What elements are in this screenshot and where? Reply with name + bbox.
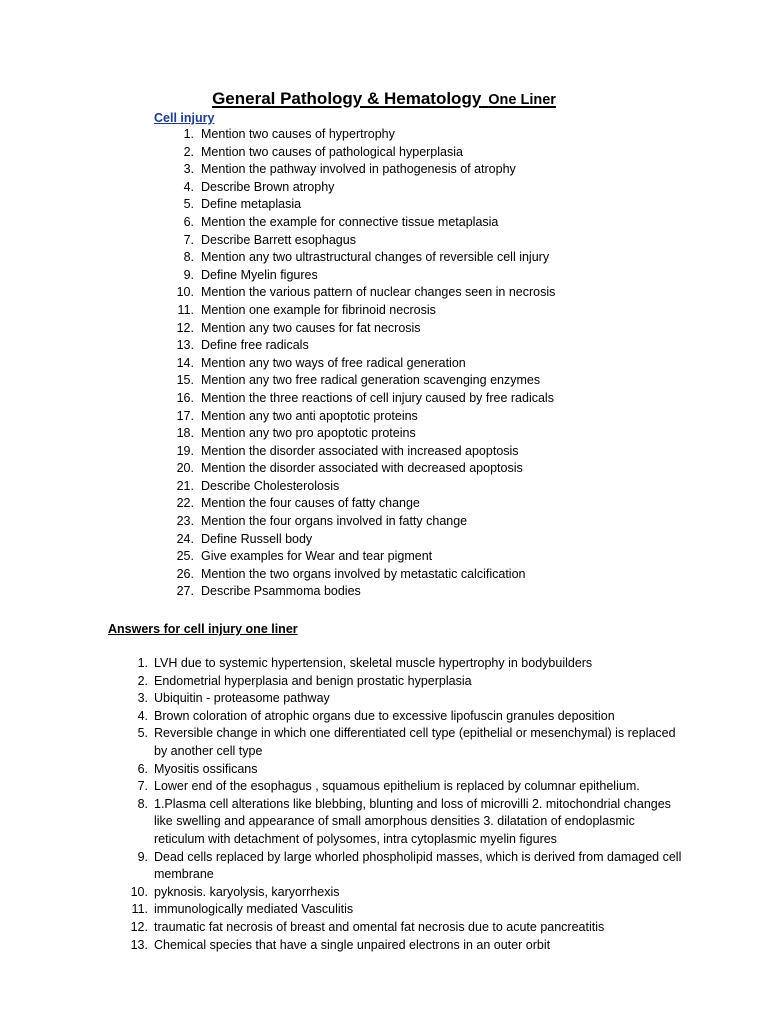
question-item-text: Mention the disorder associated with increased apoptosis — [201, 443, 519, 458]
question-item-text: Mention the disorder associated with decreased apoptosis — [201, 461, 523, 476]
question-item-text: Mention the four organs involved in fatty change — [201, 514, 468, 529]
answer-item-text: Chemical species that have a single unpaired electrons in an outer orbit — [154, 937, 551, 952]
question-item-text: Describe Psammoma bodies — [201, 584, 361, 599]
question-item-text: Mention any two ultrastructural changes of reversible cell injury — [201, 250, 550, 265]
question-item-text: Mention any two pro apoptotic proteins — [201, 426, 416, 441]
answer-item — [0, 901, 768, 919]
question-item-text: Mention the two organs involved by metastatic calcification — [201, 566, 526, 581]
question-item-number: 17. — [176, 408, 194, 423]
question-item-text: Mention any two ways of free radical generation — [201, 355, 466, 370]
answer-item-text: 1.Plasma cell alterations like blebbing, blunting and loss of microvilli 2. mitochondrial changes like swelling and appearance of small amorphous densities 3. dilatation of endoplasmic reticulum with detachment of polysomes, intra cytoplasmic myelin figures — [154, 796, 671, 846]
answer-item — [0, 655, 768, 673]
question-item-number: 7. — [183, 232, 194, 247]
answer-item-text: Lower end of the esophagus , squamous epithelium is replaced by columnar epithelium. — [154, 779, 640, 794]
answer-item — [0, 884, 768, 902]
question-item-number: 24. — [176, 531, 194, 546]
answer-item — [0, 725, 768, 760]
question-item-text: Describe Brown atrophy — [201, 179, 335, 194]
question-item-text: Define metaplasia — [201, 197, 302, 212]
title-main: General Pathology & Hematology — [212, 89, 482, 108]
question-item-number: 5. — [183, 197, 194, 212]
question-item-text: Mention the various pattern of nuclear changes seen in necrosis — [201, 285, 556, 300]
question-item-text: Define Myelin figures — [201, 267, 318, 282]
answer-item — [0, 796, 768, 849]
question-item-number: 14. — [176, 355, 194, 370]
question-item-text: Describe Cholesterolosis — [201, 478, 340, 493]
question-item-number: 1. — [183, 127, 194, 141]
question-item-number: 22. — [176, 496, 194, 511]
question-item-text: Give examples for Wear and tear pigment — [201, 549, 433, 564]
question-item-number: 3. — [183, 162, 194, 177]
answer-item — [0, 761, 768, 779]
question-item-text: Define Russell body — [201, 531, 313, 546]
answer-item-number: 9. — [137, 849, 148, 864]
question-item-number: 16. — [176, 390, 194, 405]
answer-item-text: traumatic fat necrosis of breast and omental fat necrosis due to acute pancreatitis — [154, 919, 605, 934]
question-item-text: Mention the four causes of fatty change — [201, 496, 420, 511]
answer-item-text: Reversible change in which one differentiated cell type (epithelial or mesenchymal) is replaced by another cell type — [154, 726, 676, 758]
question-item-number: 25. — [176, 549, 194, 564]
answer-item-number: 4. — [137, 708, 148, 723]
answer-item-number: 1. — [137, 656, 148, 670]
answer-item — [0, 849, 768, 884]
question-item-text: Describe Barrett esophagus — [201, 232, 356, 247]
answer-item-text: Ubiquitin - proteasome pathway — [154, 691, 330, 706]
question-item-text: Define free radicals — [201, 338, 309, 353]
question-item-number: 10. — [176, 285, 194, 300]
answer-item — [0, 673, 768, 691]
question-item-text: Mention one example for fibrinoid necrosis — [201, 302, 436, 317]
answer-item — [0, 919, 768, 937]
question-item-text: Mention the example for connective tissue metaplasia — [201, 214, 499, 229]
answer-item-number: 8. — [137, 796, 148, 811]
answer-item — [0, 708, 768, 726]
question-item-text: Mention two causes of pathological hyperplasia — [201, 144, 463, 159]
answer-item-number: 6. — [137, 761, 148, 776]
question-item-number: 18. — [176, 426, 194, 441]
answer-item — [0, 937, 768, 955]
answer-item-number: 11. — [131, 902, 148, 917]
answers-heading: Answers for cell injury one liner — [108, 622, 298, 636]
question-item-number: 4. — [183, 179, 194, 194]
question-item-number: 2. — [183, 144, 194, 159]
question-item-number: 20. — [176, 461, 194, 476]
question-item-number: 12. — [176, 320, 194, 335]
question-item-number: 21. — [176, 478, 194, 493]
answer-item-number: 2. — [137, 673, 148, 688]
question-item-number: 26. — [176, 566, 194, 581]
title-sub: One Liner — [488, 92, 556, 108]
question-item-text: Mention the three reactions of cell injury caused by free radicals — [201, 390, 554, 405]
answer-item-text: pyknosis. karyolysis, karyorrhexis — [154, 884, 340, 899]
answer-item-number: 10. — [130, 884, 148, 899]
question-item-number: 8. — [183, 250, 194, 265]
answer-item-number: 13. — [130, 937, 148, 952]
answer-item-number: 3. — [137, 691, 148, 706]
answer-item-number: 5. — [137, 726, 148, 741]
question-item-text: Mention the pathway involved in pathogenesis of atrophy — [201, 162, 516, 177]
question-item-text: Mention two causes of hypertrophy — [201, 127, 395, 141]
answer-item-text: immunologically mediated Vasculitis — [154, 902, 354, 917]
answer-item-text: LVH due to systemic hypertension, skeletal muscle hypertrophy in bodybuilders — [154, 656, 593, 670]
question-item-number: 11. — [177, 302, 194, 317]
answer-item-text: Brown coloration of atrophic organs due to excessive lipofuscin granules deposition — [154, 708, 615, 723]
document-title — [0, 86, 768, 110]
question-item-number: 23. — [176, 514, 194, 529]
question-item-number: 27. — [176, 584, 194, 599]
answer-item — [0, 690, 768, 708]
question-item-text: Mention any two free radical generation scavenging enzymes — [201, 373, 541, 388]
question-item-number: 13. — [176, 338, 194, 353]
question-item-text: Mention any two anti apoptotic proteins — [201, 408, 418, 423]
answer-item-number: 7. — [137, 779, 148, 794]
answer-item-text: Dead cells replaced by large whorled phospholipid masses, which is derived from damaged cell membrane — [154, 849, 682, 882]
answer-item-text: Myositis ossificans — [154, 761, 258, 776]
question-item-number: 9. — [183, 267, 194, 282]
question-item-number: 15. — [176, 373, 194, 388]
question-item-number: 6. — [183, 214, 194, 229]
question-item-text: Mention any two causes for fat necrosis — [201, 320, 421, 335]
answer-list — [0, 655, 768, 954]
answer-item-number: 12. — [130, 919, 148, 934]
answer-item — [0, 778, 768, 796]
section-heading-cell-injury: Cell injury — [154, 111, 215, 125]
question-item-number: 19. — [176, 443, 194, 458]
answer-item-text: Endometrial hyperplasia and benign prostatic hyperplasia — [154, 673, 472, 688]
